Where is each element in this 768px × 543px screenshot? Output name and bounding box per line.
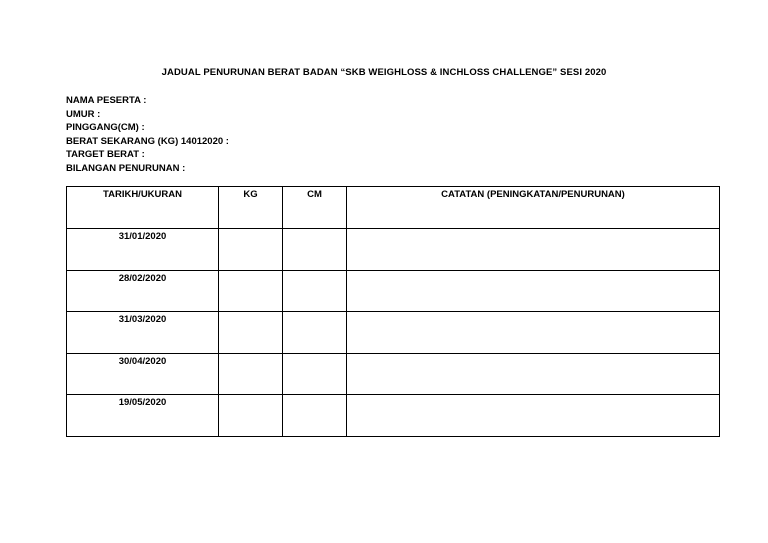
row-kg-cell[interactable] [219,353,283,395]
row-kg-cell[interactable] [219,312,283,354]
table-row [67,353,720,395]
row-date: 30/04/2020 [67,353,219,395]
row-cm-cell[interactable] [283,353,347,395]
row-date: 28/02/2020 [67,270,219,312]
table-row [67,395,720,437]
participant-info [66,94,229,176]
document-title: JADUAL PENURUNAN BERAT BADAN “SKB WEIGHLOSS & INCHLOSS CHALLENGE” SESI 2020 [161,67,607,78]
table-header-row [67,187,720,229]
row-notes-cell[interactable] [347,395,720,437]
field-current-weight: BERAT SEKARANG (KG) 14012020 : [66,135,229,147]
field-age: UMUR : [66,108,101,120]
row-cm-cell[interactable] [283,395,347,437]
header-notes: CATATAN (PENINGKATAN/PENURUNAN) [347,187,720,229]
field-waist: PINGGANG(CM) : [66,122,145,134]
row-cm-cell[interactable] [283,229,347,271]
row-date: 31/01/2020 [67,229,219,271]
row-notes-cell[interactable] [347,229,720,271]
row-kg-cell[interactable] [219,270,283,312]
header-date: TARIKH/UKURAN [67,187,219,229]
row-kg-cell[interactable] [219,229,283,271]
header-kg: KG [219,187,283,229]
row-notes-cell[interactable] [347,270,720,312]
header-cm: CM [283,187,347,229]
table-row [67,312,720,354]
row-notes-cell[interactable] [347,353,720,395]
row-kg-cell[interactable] [219,395,283,437]
field-target-weight: TARGET BERAT : [66,149,145,161]
row-notes-cell[interactable] [347,312,720,354]
row-date: 19/05/2020 [67,395,219,437]
weight-log-table [66,186,720,437]
row-cm-cell[interactable] [283,270,347,312]
row-date: 31/03/2020 [67,312,219,354]
table-row [67,270,720,312]
row-cm-cell[interactable] [283,312,347,354]
field-participant-name: NAMA PESERTA : [66,95,147,106]
table-row [67,229,720,271]
field-reduction-count: BILANGAN PENURUNAN : [66,162,186,174]
